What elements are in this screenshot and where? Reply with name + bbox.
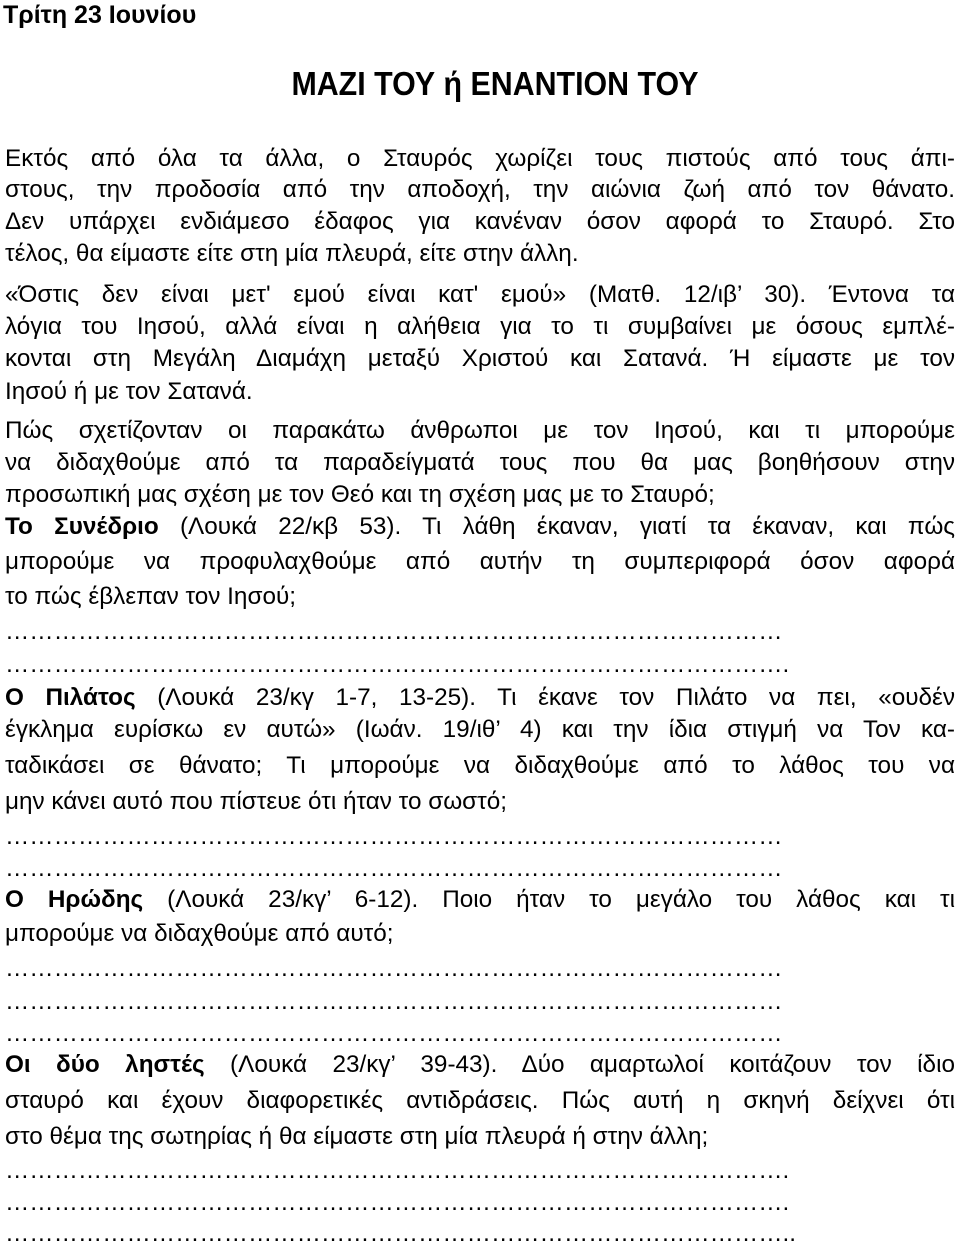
intro-line: «Όστις δεν είναι μετ' εμού είναι κατ' εμού» (Ματθ. 12/ιβ’ 30). Έντονα τα: [5, 281, 955, 308]
answer-dots[interactable]: ……………………………………………………………………………………..: [5, 1220, 797, 1247]
sanhedrin-text: (Λουκά 22/κβ 53). Τι λάθη έκαναν, γιατί τα έκαναν, και πώς: [158, 513, 955, 540]
herod-line: [5, 886, 955, 914]
intro-line: κονται στη Μεγάλη Διαμάχη μεταξύ Χριστού και Σατανά. Ή είμαστε με τον: [5, 345, 955, 372]
answer-dots[interactable]: ……………………………………………………………………………………: [5, 855, 783, 882]
pilate-line: ταδικάσει σε θάνατο; Τι μπορούμε να διδαχθούμε από το λάθος του να: [5, 752, 955, 779]
sanhedrin-line: μπορούμε να προφυλαχθούμε από αυτήν τη συμπεριφορά όσον αφορά: [5, 548, 955, 575]
answer-dots[interactable]: …………………………………………………………………………………….: [5, 651, 790, 678]
intro-line: τέλος, θα είμαστε είτε στη μία πλευρά, είτε στην άλλη.: [5, 240, 579, 267]
intro-line: Δεν υπάρχει ενδιάμεσο έδαφος για κανέναν όσον αφορά το Σταυρό. Στο: [5, 208, 955, 235]
pilate-line: έγκλημα ευρίσκω εν αυτώ» (Ιωάν. 19/ιθ’ 4) και την ίδια στιγμή να Τον κα-: [5, 716, 955, 743]
answer-dots[interactable]: ……………………………………………………………………………………: [5, 955, 783, 982]
page-date: Τρίτη 23 Ιουνίου: [3, 1, 197, 29]
thieves-line: σταυρό και έχουν διαφορετικές αντιδράσεις. Πώς αυτή η σκηνή δείχνει ότι: [5, 1087, 955, 1114]
intro-line: Πώς σχετίζονταν οι παρακάτω άνθρωποι με τον Ιησού, και τι μπορούμε: [5, 417, 955, 444]
thieves-heading: Οι δύο ληστές: [5, 1051, 205, 1078]
herod-heading: Ο Ηρώδης: [5, 886, 144, 913]
pilate-line: [5, 684, 955, 712]
answer-dots[interactable]: …………………………………………………………………………………….: [5, 1189, 790, 1216]
sanhedrin-heading: Το Συνέδριο: [5, 513, 159, 540]
pilate-line: μην κάνει αυτό που πίστευε ότι ήταν το σωστό;: [5, 788, 508, 815]
thieves-text: (Λουκά 23/κγ’ 39-43). Δύο αμαρτωλοί κοιτάζουν τον ίδιο: [204, 1051, 955, 1078]
sanhedrin-line: [5, 513, 955, 541]
page-title: ΜΑΖΙ ΤΟΥ ή ΕΝΑΝΤΙΟΝ ΤΟΥ: [291, 65, 699, 102]
intro-line: στους, την προδοσία από την αποδοχή, την αιώνια ζωή από τον θάνατο.: [5, 176, 955, 203]
intro-line: προσωπική μας σχέση με τον Θεό και τη σχέση μας με το Σταυρό;: [5, 481, 715, 508]
pilate-text: (Λουκά 23/κγ 1-7, 13-25). Τι έκανε τον Πιλάτο να πει, «ουδέν: [135, 684, 956, 711]
answer-dots[interactable]: ……………………………………………………………………………………: [5, 618, 783, 645]
intro-line: Εκτός από όλα τα άλλα, ο Σταυρός χωρίζει τους πιστούς από τους άπι-: [5, 145, 955, 172]
answer-dots[interactable]: ……………………………………………………………………………………: [5, 1020, 783, 1047]
herod-text: (Λουκά 23/κγ’ 6-12). Ποιο ήταν το μεγάλο του λάθος και τι: [143, 886, 955, 913]
answer-dots[interactable]: ……………………………………………………………………………………: [5, 823, 783, 850]
sanhedrin-line: το πώς έβλεπαν τον Ιησού;: [5, 583, 296, 610]
answer-dots[interactable]: ……………………………………………………………………………………: [5, 988, 783, 1015]
thieves-line: στο θέμα της σωτηρίας ή θα είμαστε στη μία πλευρά ή στην άλλη;: [5, 1123, 709, 1150]
intro-line: να διδαχθούμε από τα παραδείγματά τους που θα μας βοηθήσουν στην: [5, 449, 955, 476]
pilate-heading: Ο Πιλάτος: [5, 684, 136, 711]
intro-line: Ιησού ή με τον Σατανά.: [5, 378, 253, 405]
thieves-line: [5, 1051, 955, 1079]
intro-line: λόγια του Ιησού, αλλά είναι η αλήθεια για το τι συμβαίνει με όσους εμπλέ-: [5, 313, 955, 340]
herod-line: μπορούμε να διδαχθούμε από αυτό;: [5, 920, 394, 947]
answer-dots[interactable]: …………………………………………………………………………………….: [5, 1157, 790, 1184]
